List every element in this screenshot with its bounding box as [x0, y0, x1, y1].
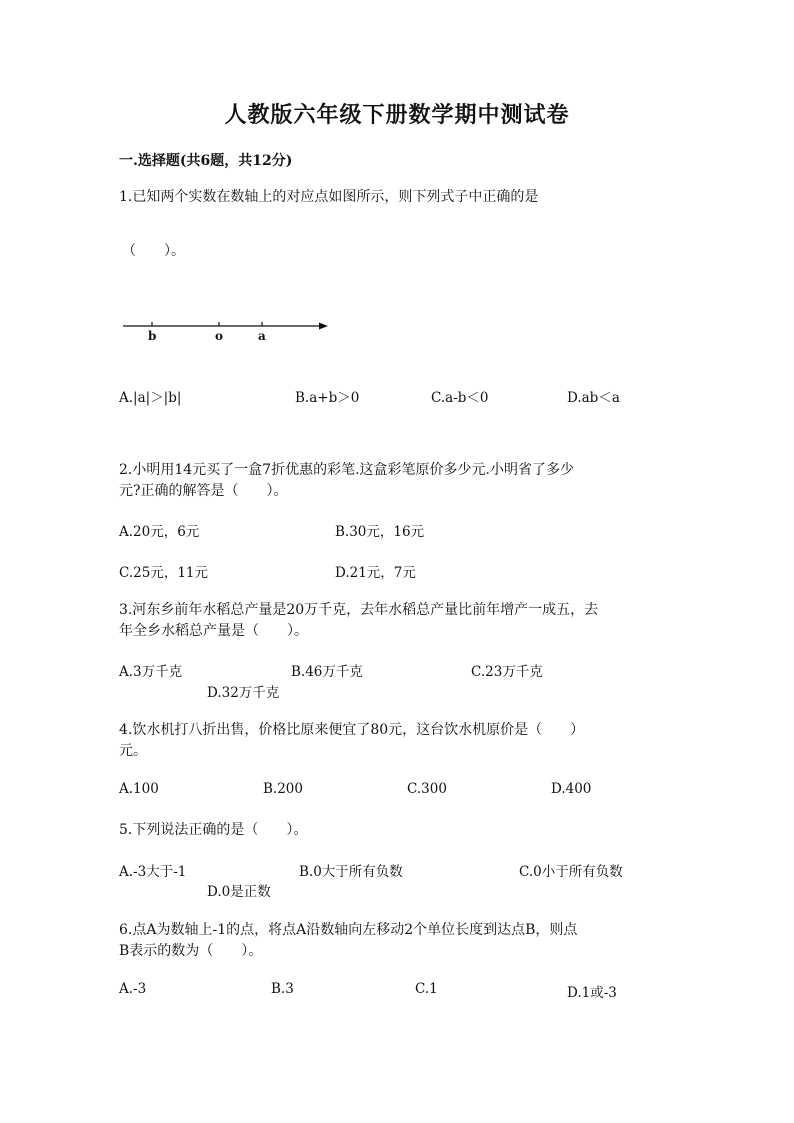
question-1-option-c: C.a-b＜0 — [431, 390, 489, 406]
question-1-stem-line-1: 1.已知两个实数在数轴上的对应点如图所示，则下列式子中正确的是 — [119, 189, 539, 205]
question-1-stem-line-2: （ ）。 — [122, 243, 185, 259]
question-4-stem-line-2: 元。 — [119, 743, 147, 759]
page-title: 人教版六年级下册数学期中测试卷 — [224, 102, 570, 128]
question-6-stem-line-1: 6.点A为数轴上-1的点，将点A沿数轴向左移动2个单位长度到达点B，则点 — [119, 922, 578, 938]
question-1-option-b: B.a+b＞0 — [295, 390, 360, 406]
question-4-option-a: A.100 — [119, 781, 159, 797]
question-5-option-c: C.0小于所有负数 — [519, 864, 623, 880]
question-3-option-d: D.32万千克 — [207, 685, 280, 701]
question-1-option-d: D.ab＜a — [567, 390, 620, 406]
number-line-arrow-icon — [319, 323, 328, 330]
question-4-option-d: D.400 — [551, 781, 592, 797]
question-3-option-c: C.23万千克 — [471, 664, 543, 680]
question-4-option-b: B.200 — [263, 781, 303, 797]
question-2-option-a: A.20元，6元 — [119, 524, 200, 540]
question-1-option-a: A.|a|＞|b| — [119, 390, 182, 406]
question-3-stem-line-2: 年全乡水稻总产量是（ ）。 — [119, 623, 308, 639]
question-3-option-b: B.46万千克 — [291, 664, 363, 680]
question-2-option-d: D.21元，7元 — [335, 565, 416, 581]
number-line-label-b: b — [148, 329, 157, 343]
question-3-stem-line-1: 3.河东乡前年水稻总产量是20万千克，去年水稻总产量比前年增产一成五，去 — [119, 602, 599, 618]
number-line-label-a: a — [258, 329, 266, 343]
section-heading: 一.选择题(共6题，共12分) — [119, 153, 293, 169]
number-line-label-o: o — [215, 329, 224, 343]
question-2-option-c: C.25元，11元 — [119, 565, 208, 581]
question-4-stem-line-1: 4.饮水机打八折出售，价格比原来便宜了80元，这台饮水机原价是（ ） — [119, 722, 585, 738]
question-2-stem-line-1: 2.小明用14元买了一盒7折优惠的彩笔.这盒彩笔原价多少元.小明省了多少 — [119, 462, 574, 478]
question-6-option-d: D.1或-3 — [567, 985, 617, 1001]
question-5-option-a: A.-3大于-1 — [119, 864, 187, 880]
question-3-option-a: A.3万千克 — [119, 664, 183, 680]
question-4-option-c: C.300 — [407, 781, 447, 797]
question-5-stem-line-1: 5.下列说法正确的是（ ）。 — [119, 822, 308, 838]
question-6-option-b: B.3 — [271, 981, 294, 997]
question-6-option-a: A.-3 — [119, 981, 147, 997]
question-5-option-d: D.0是正数 — [207, 884, 271, 900]
question-6-stem-line-2: B表示的数为（ ）。 — [119, 943, 263, 959]
question-5-option-b: B.0大于所有负数 — [299, 864, 403, 880]
question-2-option-b: B.30元，16元 — [335, 524, 425, 540]
question-6-option-c: C.1 — [415, 981, 438, 997]
question-2-stem-line-2: 元?正确的解答是（ ）。 — [119, 483, 288, 499]
